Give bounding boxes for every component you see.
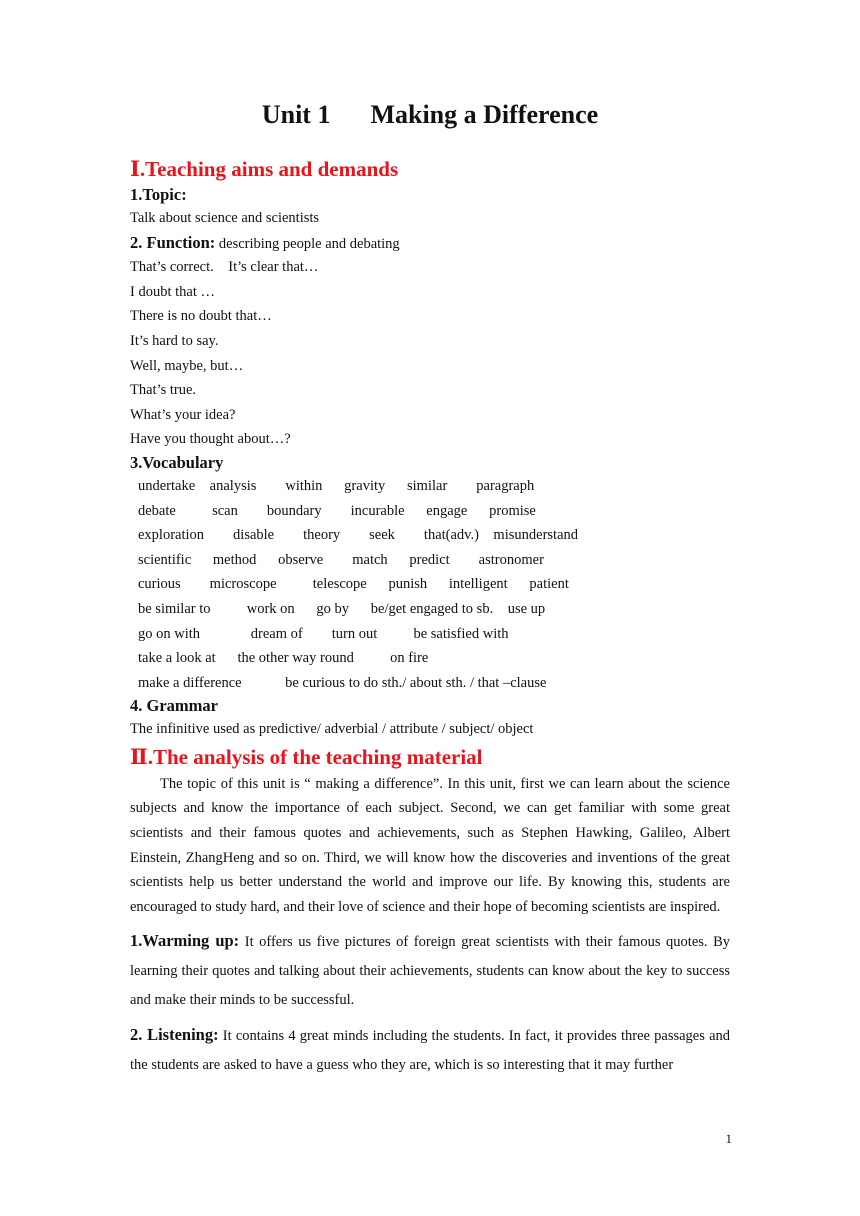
analysis-paragraph: The topic of this unit is “ making a difference”. In this unit, first we can learn about the science subjects and know the importance of each subject. Second, we can get familiar with some great scientists and their famous quotes and achievements, such as Stephen Hawking, Galileo, Albert Einstein, ZhangHeng and so on. Third, we will know how the discoveries and inventions of the great scientists help us better understand the world and improve our life. By knowing this, students are encouraged to study hard, and their love of science and their hope of becoming scientists are inspired. (130, 775, 730, 915)
section-heading-teaching-aims: Ⅰ.Teaching aims and demands (130, 157, 399, 181)
warming-up-paragraph (130, 926, 730, 1015)
section-heading-analysis: Ⅱ.The analysis of the teaching material (130, 744, 483, 769)
unit-number: Unit 1 (261, 100, 331, 129)
listening-heading: 2. Listening: (130, 1025, 219, 1045)
function-expression: There is no doubt that… (130, 308, 272, 325)
document-body (130, 154, 730, 1080)
vocabulary-row: scientific method observe match predict astronomer (138, 551, 544, 568)
document-title (0, 100, 860, 130)
listening-paragraph (130, 1020, 730, 1080)
vocabulary-row: take a look at the other way round on fire (138, 650, 429, 667)
function-text: describing people and debating (218, 235, 400, 252)
function-expression: That’s correct. It’s clear that… (130, 259, 319, 276)
topic-text: Talk about science and scientists (130, 210, 320, 226)
function-heading: 2. Function: (130, 232, 216, 252)
topic-heading: 1.Topic: (130, 185, 187, 204)
vocabulary-row: undertake analysis within gravity similar paragraph (138, 477, 535, 494)
function-expression: It’s hard to say. (130, 332, 219, 349)
function-expression: That’s true. (130, 382, 197, 399)
vocabulary-heading: 3.Vocabulary (130, 452, 224, 472)
function-expression: I doubt that … (130, 283, 215, 300)
unit-name: Making a Difference (370, 100, 599, 129)
page-number: 1 (725, 1131, 732, 1146)
function-expression: Have you thought about…? (130, 431, 291, 448)
listening-text: It contains 4 great minds including the students. In fact, it provides three passages and the students are asked to have a guess who they are, which is so interesting that it may further (130, 1028, 731, 1074)
grammar-heading: 4. Grammar (130, 696, 218, 716)
function-expression: What’s your idea? (130, 406, 236, 423)
vocabulary-row: go on with dream of turn out be satisfied with (138, 625, 509, 642)
grammar-text: The infinitive used as predictive/ adverbial / attribute / subject/ object (130, 721, 534, 738)
vocabulary-row: debate scan boundary incurable engage promise (138, 502, 536, 519)
warming-up-text: It offers us five pictures of foreign great scientists with their famous quotes. By learning their quotes and talking about their achievements, students can know about the key to success and make their minds to be successful. (130, 934, 731, 1009)
vocabulary-row: curious microscope telescope punish intelligent patient (138, 576, 569, 593)
warming-up-heading: 1.Warming up: (130, 931, 240, 951)
function-line (130, 231, 730, 256)
vocabulary-row: be similar to work on go by be/get engaged to sb. use up (138, 600, 546, 617)
vocabulary-row: exploration disable theory seek that(adv.) misunderstand (138, 527, 579, 544)
vocabulary-row: make a difference be curious to do sth./ about sth. / that –clause (138, 674, 547, 691)
function-expression: Well, maybe, but… (130, 357, 244, 374)
